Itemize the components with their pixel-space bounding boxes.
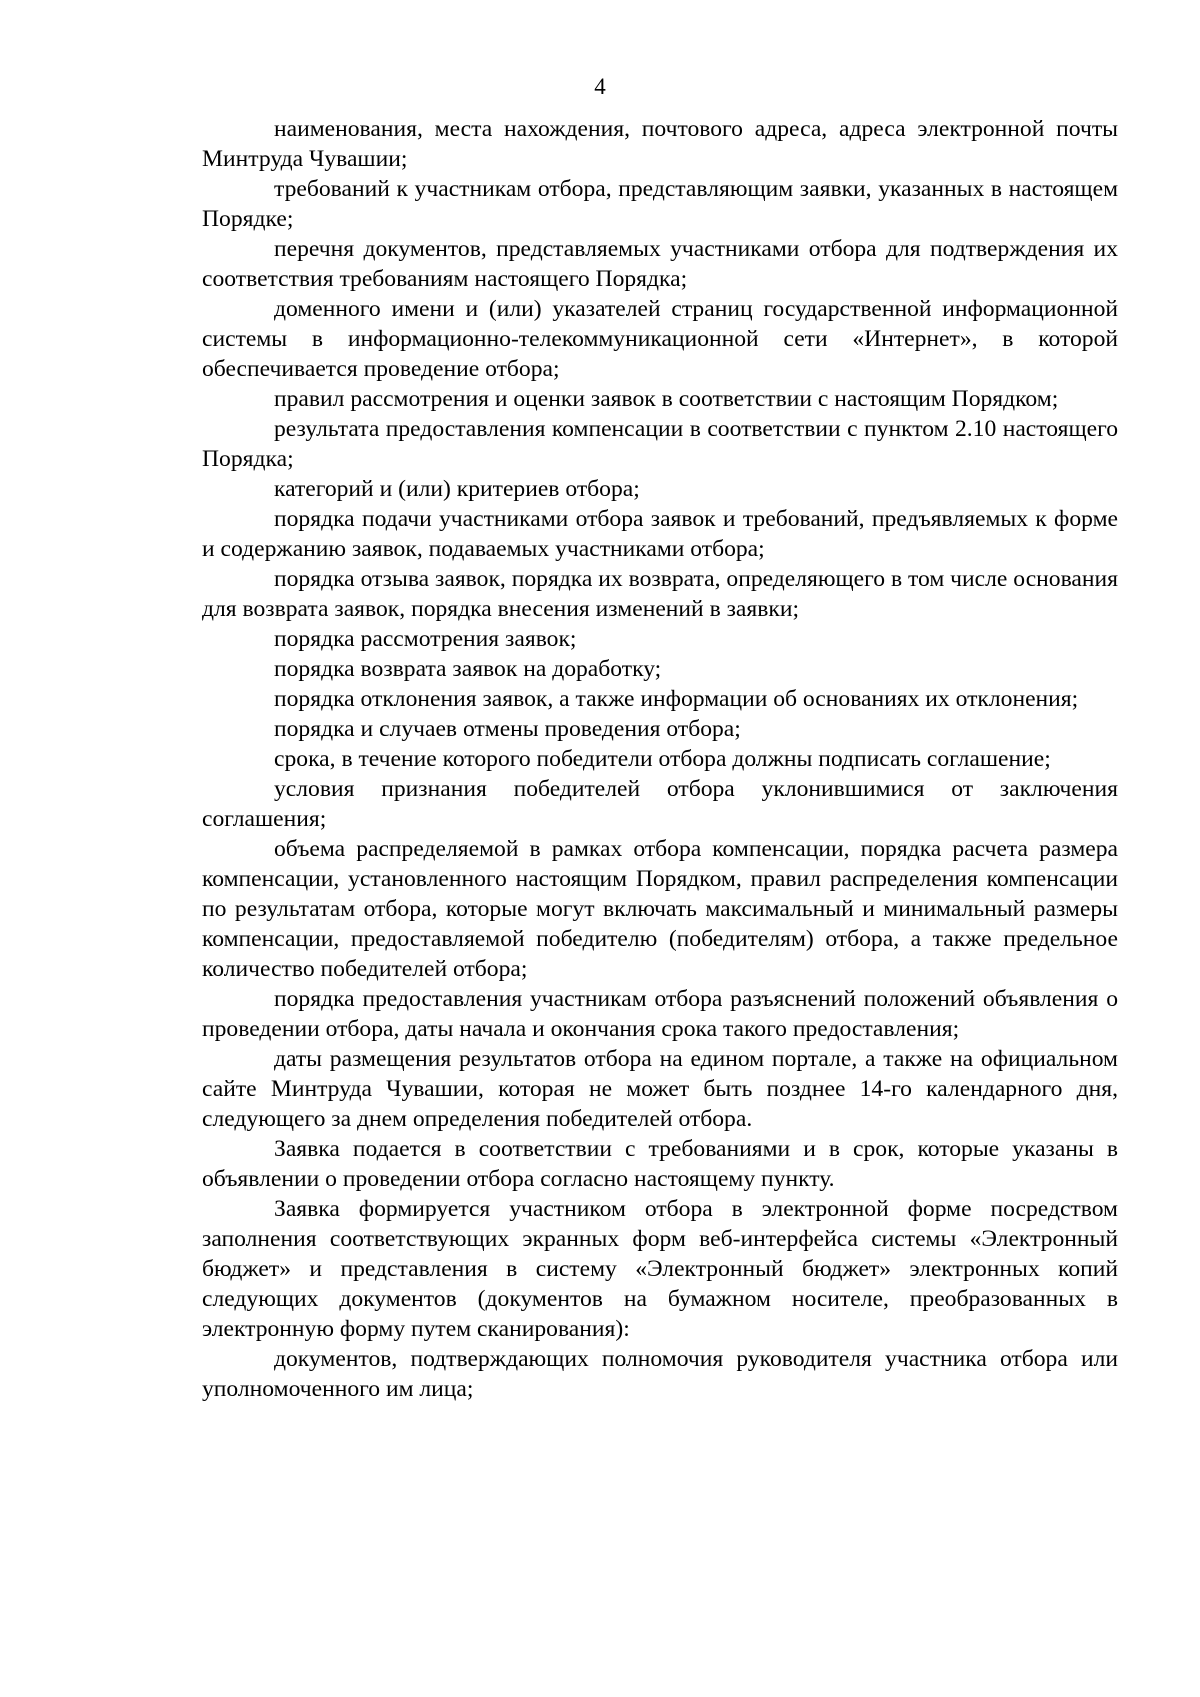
paragraph: требований к участникам отбора, представляющим заявки, указанных в настоящем Порядке; <box>202 176 1118 232</box>
paragraph: объема распределяемой в рамках отбора компенсации, порядка расчета размера компенсации, установленного настоящим Порядком, правил распределения компенсации по результатам отбора, которые могут включать максимальный и минимальный размеры компенсации, предоставляемой победителю (победителям) отбора, а также предельное количество победителей отбора; <box>202 836 1118 982</box>
paragraph: Заявка формируется участником отбора в электронной форме посредством заполнения соответствующих экранных форм веб-интерфейса системы «Электронный бюджет» и представления в систему «Электронный бюджет» электронных копий следующих документов (документов на бумажном носителе, преобразованных в электронную форму путем сканирования): <box>202 1196 1118 1342</box>
paragraph: результата предоставления компенсации в соответствии с пунктом 2.10 настоящего Порядка; <box>202 416 1118 472</box>
paragraph: порядка возврата заявок на доработку; <box>274 656 662 682</box>
paragraph: порядка предоставления участникам отбора разъяснений положений объявления о проведении отбора, даты начала и окончания срока такого предоставления; <box>202 986 1118 1042</box>
page-number: 4 <box>594 74 606 99</box>
paragraph: условия признания победителей отбора уклонившимися от заключения соглашения; <box>202 776 1118 832</box>
document-body <box>202 114 1118 1404</box>
paragraph: даты размещения результатов отбора на едином портале, а также на официальном сайте Минтруда Чувашии, которая не может быть позднее 14-го календарного дня, следующего за днем определения победителей отбора. <box>202 1046 1118 1132</box>
paragraph: срока, в течение которого победители отбора должны подписать соглашение; <box>274 746 1051 772</box>
paragraph: наименования, места нахождения, почтового адреса, адреса электронной почты Минтруда Чувашии; <box>202 116 1118 172</box>
paragraph: Заявка подается в соответствии с требованиями и в срок, которые указаны в объявлении о проведении отбора согласно настоящему пункту. <box>202 1136 1118 1192</box>
paragraph: категорий и (или) критериев отбора; <box>274 476 640 502</box>
paragraph: порядка подачи участниками отбора заявок и требований, предъявляемых к форме и содержанию заявок, подаваемых участниками отбора; <box>202 506 1118 562</box>
paragraph: перечня документов, представляемых участниками отбора для подтверждения их соответствия требованиям настоящего Порядка; <box>202 236 1118 292</box>
paragraph: порядка и случаев отмены проведения отбора; <box>274 716 741 742</box>
paragraph: правил рассмотрения и оценки заявок в соответствии с настоящим Порядком; <box>274 386 1059 412</box>
paragraph: порядка отклонения заявок, а также информации об основаниях их отклонения; <box>274 686 1079 712</box>
paragraph: порядка отзыва заявок, порядка их возврата, определяющего в том числе основания для возврата заявок, порядка внесения изменений в заявки; <box>202 566 1118 622</box>
paragraph: порядка рассмотрения заявок; <box>274 626 577 652</box>
paragraph: доменного имени и (или) указателей страниц государственной информационной системы в информационно-телекоммуникационной сети «Интернет», в которой обеспечивается проведение отбора; <box>202 296 1118 382</box>
paragraph: документов, подтверждающих полномочия руководителя участника отбора или уполномоченного им лица; <box>202 1346 1118 1402</box>
